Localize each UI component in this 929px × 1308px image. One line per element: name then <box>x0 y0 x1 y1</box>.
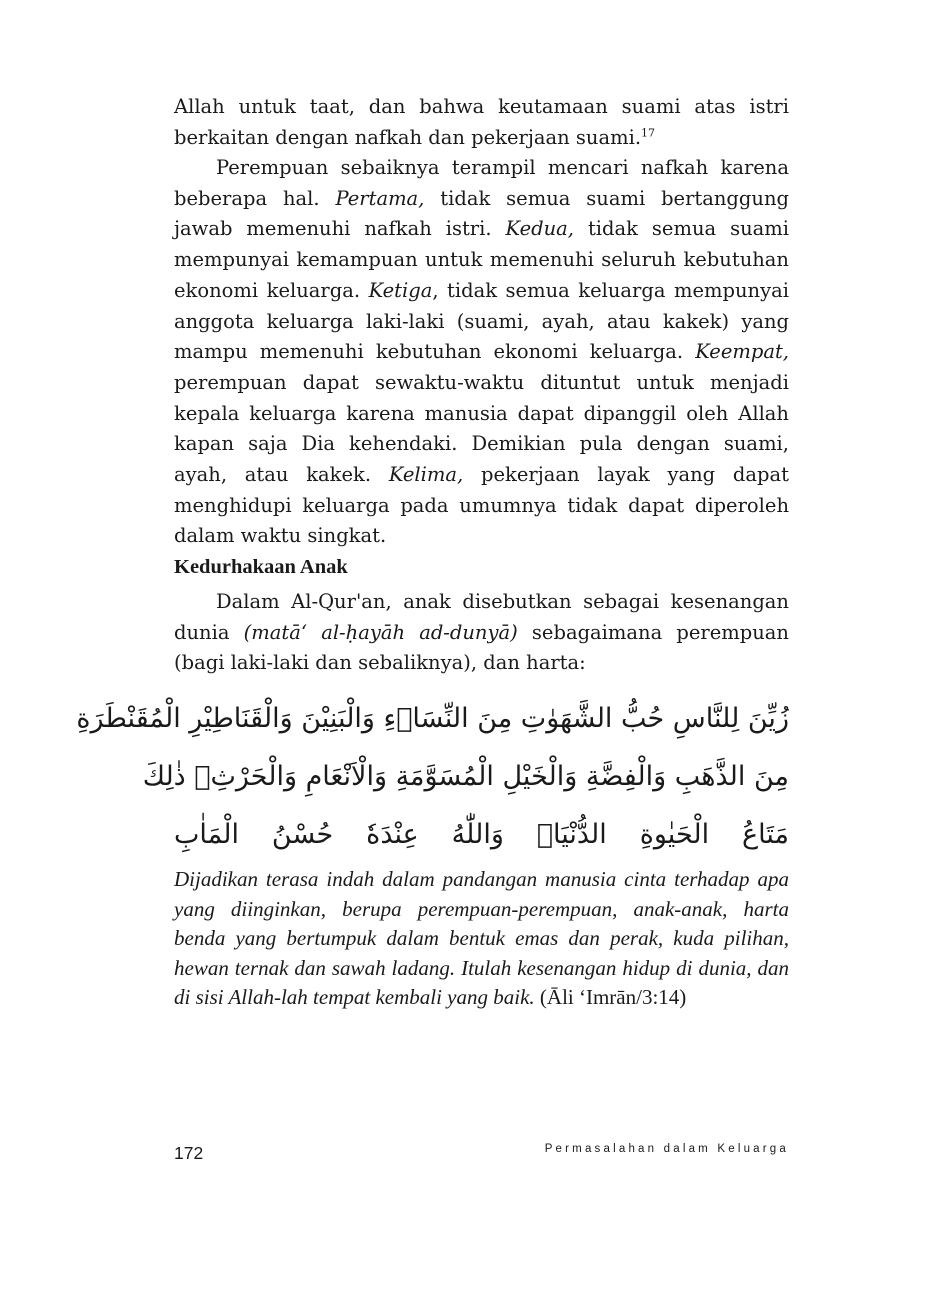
reason-marker-2: Kedua, <box>505 217 574 241</box>
page-number: 172 <box>174 1143 204 1163</box>
paragraph-continuation <box>174 92 789 153</box>
footnote-marker[interactable]: 17 <box>641 126 656 140</box>
quran-verse <box>76 690 789 864</box>
running-title: Permasalahan dalam Keluarga <box>544 1143 789 1155</box>
verse-reference: (Āli ‘Imrān/3:14) <box>534 985 687 1010</box>
paragraph-text: Perempuan sebaiknya terampil mencari nafkah karena beberapa hal. <box>174 156 789 210</box>
translation-text: Dijadikan terasa indah dalam pandangan manusia cinta terhadap apa yang diinginkan, berupa perempuan-perempuan, anak-anak, harta benda yang bertumpuk dalam bentuk emas dan perak, kuda pilihan, hewan ternak dan sawah ladang. Itulah kesenangan hidup di dunia, dan di sisi Allah-lah tempat kembali yang baik. <box>174 867 789 1010</box>
paragraph-text: sebagaimana perempuan (bagi laki-laki dan sebaliknya), dan harta: <box>174 620 789 675</box>
verse-translation <box>174 865 789 1013</box>
paragraph-text: pekerjaan layak yang dapat menghidupi keluarga pada umumnya tidak dapat diperoleh dalam waktu singkat. <box>174 463 789 548</box>
reason-marker-3: Ketiga <box>368 278 433 302</box>
paragraph-text: perempuan dapat sewaktu-waktu dituntut untuk menjadi kepala keluarga karena manusia dapat dipanggil oleh Allah kapan saja Dia kehendaki. Demikian pula dengan suami, ayah, atau kakek. <box>174 370 789 487</box>
reason-marker-1: Pertama, <box>335 186 425 210</box>
section-heading: Kedurhakaan Anak <box>174 556 348 578</box>
reason-marker-5: Kelima, <box>388 463 464 487</box>
reason-marker-4: Keempat, <box>695 340 789 364</box>
verse-line-1: زُيِّنَ لِلنَّاسِ حُبُّ الشَّهَوٰتِ مِنَ النِّسَاۤءِ وَالْبَنِيْنَ وَالْقَنَاطِيْرِ الْمُقَنْطَرَةِ <box>76 703 789 734</box>
verse-line-3: مَتَاعُ الْحَيٰوةِ الدُّنْيَاۗ وَاللّٰهُ عِنْدَهٗ حُسْنُ الْمَاٰبِ <box>174 819 789 850</box>
paragraph-reasons <box>174 153 789 552</box>
paragraph-text: tidak semua suami mempunyai kemampuan untuk memenuhi seluruh kebutuhan ekonomi keluarga. <box>174 217 790 302</box>
paragraph-text: tidak semua suami bertanggung jawab memenuhi nafkah istri. <box>174 186 789 241</box>
verse-line-2: مِنَ الذَّهَبِ وَالْفِضَّةِ وَالْخَيْلِ الْمُسَوَّمَةِ وَالْاَنْعَامِ وَالْحَرْثِۗ ذٰلِكَ <box>142 761 789 792</box>
paragraph-text: , tidak semua keluarga mempunyai anggota keluarga laki-laki (suami, ayah, atau kakek) yang mampu memenuhi kebutuhan ekonomi keluarga. <box>174 278 789 364</box>
section-paragraph <box>174 587 789 679</box>
paragraph-text: Dalam Al-Qur'an, anak disebutkan sebagai kesenangan dunia <box>174 590 789 644</box>
paragraph-text: Allah untuk taat, dan bahwa keutamaan suami atas istri berkaitan dengan nafkah dan pekerjaan suami. <box>174 95 789 149</box>
transliteration: (matā‘ al-ḥayāh ad-dunyā) <box>243 620 518 644</box>
